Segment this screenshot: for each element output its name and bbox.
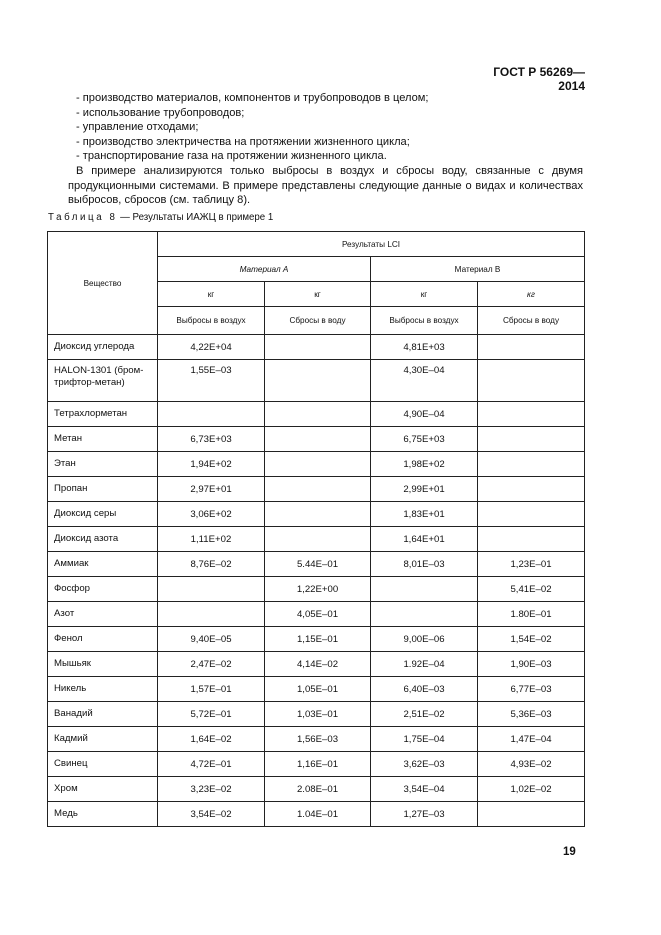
cell-a-air: 1,55E–03 bbox=[158, 360, 265, 402]
substance-name: Диоксид азота bbox=[48, 527, 158, 552]
table-row bbox=[48, 427, 585, 452]
cell-a-air: 8,76E–02 bbox=[158, 552, 265, 577]
cell-a-air: 1,64E–02 bbox=[158, 727, 265, 752]
cell-a-water: 1,16E–01 bbox=[265, 752, 371, 777]
substance-name: Фосфор bbox=[48, 577, 158, 602]
table-body bbox=[48, 335, 585, 827]
header-lci-results: Результаты LCI bbox=[158, 232, 585, 257]
cell-b-water bbox=[478, 427, 585, 452]
substance-name: Никель bbox=[48, 677, 158, 702]
cell-b-water bbox=[478, 527, 585, 552]
cell-b-water: 1,02E–02 bbox=[478, 777, 585, 802]
cell-b-air: 6,40E–03 bbox=[371, 677, 478, 702]
cell-b-water: 4,93E–02 bbox=[478, 752, 585, 777]
cell-a-water: 1,15E–01 bbox=[265, 627, 371, 652]
cell-a-water: 4,05E–01 bbox=[265, 602, 371, 627]
cell-a-air: 1,57E–01 bbox=[158, 677, 265, 702]
list-item: - управление отходами; bbox=[76, 121, 199, 134]
list-item: - производство материалов, компонентов и трубопроводов в целом; bbox=[76, 92, 429, 104]
cell-a-air: 4,22E+04 bbox=[158, 335, 265, 360]
header-material-a: Материал А bbox=[158, 257, 371, 282]
cell-b-water bbox=[478, 452, 585, 477]
cell-a-water: 2.08E–01 bbox=[265, 777, 371, 802]
header-emission-type: Выбросы в воздух bbox=[158, 307, 265, 335]
cell-a-air: 1,94E+02 bbox=[158, 452, 265, 477]
substance-name: Хром bbox=[48, 777, 158, 802]
cell-a-water: 1,03E–01 bbox=[265, 702, 371, 727]
substance-name: Свинец bbox=[48, 752, 158, 777]
cell-a-air: 3,54E–02 bbox=[158, 802, 265, 827]
page-number: 19 bbox=[563, 846, 576, 858]
table-caption bbox=[48, 212, 273, 223]
cell-a-water bbox=[265, 527, 371, 552]
list-item: - транспортирование газа на протяжении жизненного цикла. bbox=[76, 150, 387, 163]
substance-name: Азот bbox=[48, 602, 158, 627]
table-row bbox=[48, 577, 585, 602]
cell-b-air: 6,75E+03 bbox=[371, 427, 478, 452]
cell-b-water: 1,47E–04 bbox=[478, 727, 585, 752]
cell-b-water bbox=[478, 360, 585, 402]
cell-b-air: 2,99E+01 bbox=[371, 477, 478, 502]
cell-a-air: 2,97E+01 bbox=[158, 477, 265, 502]
table-row bbox=[48, 552, 585, 577]
cell-b-air: 1,83E+01 bbox=[371, 502, 478, 527]
cell-b-air: 9,00E–06 bbox=[371, 627, 478, 652]
cell-b-air: 1,75E–04 bbox=[371, 727, 478, 752]
table-row bbox=[48, 360, 585, 402]
cell-a-air: 3,06E+02 bbox=[158, 502, 265, 527]
cell-b-air bbox=[371, 577, 478, 602]
cell-b-air: 3,54E–04 bbox=[371, 777, 478, 802]
table-row bbox=[48, 727, 585, 752]
substance-name: Аммиак bbox=[48, 552, 158, 577]
table-row bbox=[48, 702, 585, 727]
cell-a-water: 1.04E–01 bbox=[265, 802, 371, 827]
table-caption-label: Таблица 8 bbox=[48, 212, 118, 223]
cell-b-air: 4,30E–04 bbox=[371, 360, 478, 402]
cell-a-air: 9,40E–05 bbox=[158, 627, 265, 652]
table-row bbox=[48, 802, 585, 827]
table-row bbox=[48, 752, 585, 777]
cell-a-water bbox=[265, 360, 371, 402]
cell-b-water bbox=[478, 802, 585, 827]
cell-b-air: 3,62E–03 bbox=[371, 752, 478, 777]
cell-b-water bbox=[478, 402, 585, 427]
cell-a-air bbox=[158, 402, 265, 427]
cell-a-water bbox=[265, 452, 371, 477]
cell-b-air: 1,64E+01 bbox=[371, 527, 478, 552]
header-emission-type: Выбросы в воздух bbox=[371, 307, 478, 335]
substance-name: Мышьяк bbox=[48, 652, 158, 677]
substance-name: Фенол bbox=[48, 627, 158, 652]
cell-a-water bbox=[265, 502, 371, 527]
cell-b-water: 5,41E–02 bbox=[478, 577, 585, 602]
body-text bbox=[68, 91, 583, 208]
substance-name: Ванадий bbox=[48, 702, 158, 727]
cell-b-air: 8,01E–03 bbox=[371, 552, 478, 577]
table-row bbox=[48, 652, 585, 677]
table-row bbox=[48, 502, 585, 527]
cell-a-water bbox=[265, 402, 371, 427]
cell-a-air bbox=[158, 602, 265, 627]
cell-b-air: 1,98E+02 bbox=[371, 452, 478, 477]
table-row bbox=[48, 527, 585, 552]
substance-name: Метан bbox=[48, 427, 158, 452]
table-row bbox=[48, 402, 585, 427]
cell-b-water: 6,77E–03 bbox=[478, 677, 585, 702]
table-row bbox=[48, 452, 585, 477]
cell-b-water: 1.80E–01 bbox=[478, 602, 585, 627]
cell-a-air: 4,72E–01 bbox=[158, 752, 265, 777]
list-item: - производство электричества на протяжении жизненного цикла; bbox=[76, 135, 410, 148]
header-material-b: Материал В bbox=[371, 257, 585, 282]
cell-a-water bbox=[265, 477, 371, 502]
substance-name: Кадмий bbox=[48, 727, 158, 752]
cell-a-water: 1,56E–03 bbox=[265, 727, 371, 752]
table-row bbox=[48, 477, 585, 502]
substance-name: Тетрахлорметан bbox=[48, 402, 158, 427]
cell-b-water: 1,54E–02 bbox=[478, 627, 585, 652]
substance-name: Диоксид серы bbox=[48, 502, 158, 527]
cell-b-water bbox=[478, 502, 585, 527]
cell-a-air: 3,23E–02 bbox=[158, 777, 265, 802]
cell-a-water bbox=[265, 427, 371, 452]
header-unit: кг bbox=[478, 282, 585, 307]
table-row bbox=[48, 677, 585, 702]
list-item: - использование трубопроводов; bbox=[76, 106, 245, 119]
substance-name: HALON-1301 (бром-трифтор-метан) bbox=[48, 360, 158, 402]
substance-name: Диоксид углерода bbox=[48, 335, 158, 360]
cell-b-water bbox=[478, 335, 585, 360]
header-substance: Вещество bbox=[48, 232, 158, 335]
cell-b-air: 1.92E–04 bbox=[371, 652, 478, 677]
intro-paragraph: В примере анализируются только выбросы в воздух и сбросы воду, связанные с двумя продукционными системами. В примере представлены следующие данные о видах и количествах выбросов, сбросов (см. таблицу 8). bbox=[68, 164, 583, 207]
cell-b-air: 4,90E–04 bbox=[371, 402, 478, 427]
cell-b-water: 1,90E–03 bbox=[478, 652, 585, 677]
cell-b-water: 5,36E–03 bbox=[478, 702, 585, 727]
table-caption-text: — Результаты ИАЖЦ в примере 1 bbox=[120, 212, 274, 223]
cell-a-air: 5,72E–01 bbox=[158, 702, 265, 727]
header-unit: кг bbox=[265, 282, 371, 307]
cell-a-air: 2,47E–02 bbox=[158, 652, 265, 677]
cell-a-air: 6,73E+03 bbox=[158, 427, 265, 452]
cell-a-air: 1,11E+02 bbox=[158, 527, 265, 552]
header-emission-type: Сбросы в воду bbox=[478, 307, 585, 335]
cell-b-air: 1,27E–03 bbox=[371, 802, 478, 827]
cell-b-air bbox=[371, 602, 478, 627]
substance-name: Медь bbox=[48, 802, 158, 827]
cell-b-air: 2,51E–02 bbox=[371, 702, 478, 727]
table-row bbox=[48, 627, 585, 652]
cell-a-water: 4,14E–02 bbox=[265, 652, 371, 677]
cell-a-water: 1,22E+00 bbox=[265, 577, 371, 602]
substance-name: Этан bbox=[48, 452, 158, 477]
header-emission-type: Сбросы в воду bbox=[265, 307, 371, 335]
header-unit: кг bbox=[158, 282, 265, 307]
cell-a-water: 5.44E–01 bbox=[265, 552, 371, 577]
results-table bbox=[47, 231, 585, 827]
cell-b-water bbox=[478, 477, 585, 502]
cell-a-air bbox=[158, 577, 265, 602]
document-id: ГОСТ Р 56269—2014 bbox=[493, 65, 585, 93]
substance-name: Пропан bbox=[48, 477, 158, 502]
table-row bbox=[48, 335, 585, 360]
cell-b-water: 1,23E–01 bbox=[478, 552, 585, 577]
table-row bbox=[48, 602, 585, 627]
cell-a-water bbox=[265, 335, 371, 360]
table-row bbox=[48, 777, 585, 802]
header-unit: кг bbox=[371, 282, 478, 307]
cell-a-water: 1,05E–01 bbox=[265, 677, 371, 702]
cell-b-air: 4,81E+03 bbox=[371, 335, 478, 360]
